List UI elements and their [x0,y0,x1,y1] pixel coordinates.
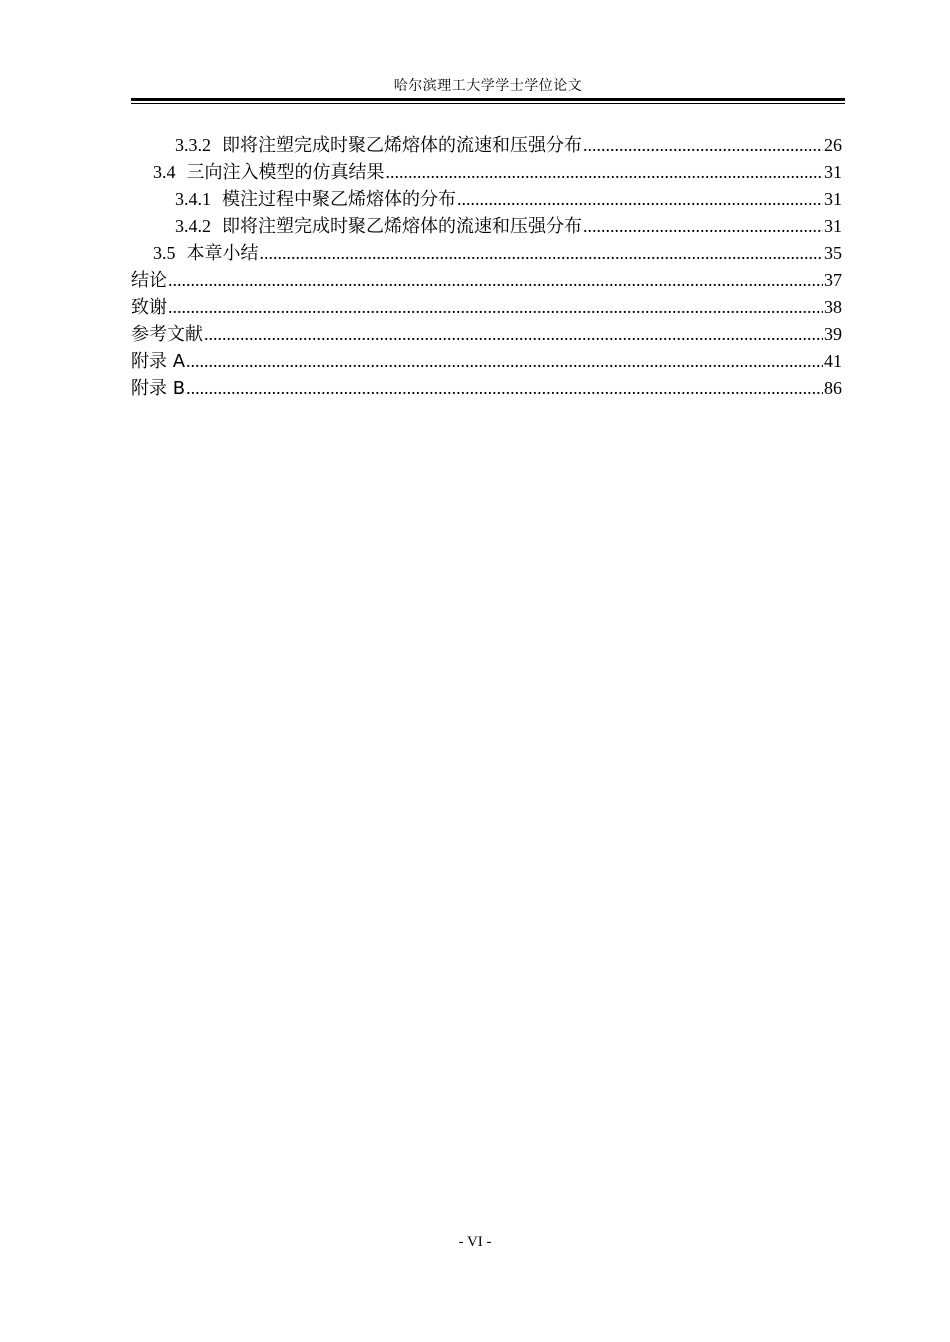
toc-entry[interactable] [131,159,842,186]
toc-entry-title: 参考文献 [131,324,203,345]
toc-entry-title: 致谢 [131,297,167,318]
header-rule-thick [131,98,845,101]
toc-entry[interactable] [131,132,842,159]
toc-entry-number: 3.4 [153,162,176,182]
toc-entry[interactable] [131,294,842,321]
toc-dot-leader [186,348,823,375]
toc-entry[interactable] [131,321,842,348]
toc-entry-page: 26 [824,135,842,155]
toc-entry-label [175,132,582,159]
toc-entry-number: 3.4.1 [175,189,211,209]
toc-entry[interactable] [131,186,842,213]
toc-entry-page: 31 [824,162,842,182]
toc-entry-page: 41 [824,351,842,371]
toc-entry-title: 三向注入模型的仿真结果 [186,162,385,182]
toc-entry-page: 31 [824,216,842,236]
toc-entry-title: 即将注塑完成时聚乙烯熔体的流速和压强分布 [222,216,582,236]
toc-entry-label [153,159,385,186]
toc-entry-page: 38 [824,297,842,317]
toc-entry[interactable] [131,240,842,267]
toc-entry-label [131,348,185,375]
toc-entry-number: 3.3.2 [175,135,211,155]
toc-entry-title: 结论 [131,270,167,291]
toc-entry-title: 附录 B [131,378,186,399]
toc-entry-page: 39 [824,324,842,344]
toc-dot-leader [168,267,823,294]
toc-entry-title: 附录 A [131,351,186,372]
toc-dot-leader [583,132,823,159]
toc-dot-leader [168,294,823,321]
page-number: - VI - [458,1234,492,1250]
toc-entry-number: 3.5 [153,243,176,263]
toc-entry-page: 31 [824,189,842,209]
toc-entry-page: 35 [824,243,842,263]
toc-dot-leader [260,240,824,267]
toc-entry[interactable] [131,213,842,240]
toc-entry-number: 3.4.2 [175,216,211,236]
toc-entry-title: 即将注塑完成时聚乙烯熔体的流速和压强分布 [222,135,582,155]
page-header-title: 哈尔滨理工大学学士学位论文 [393,79,583,94]
toc-entry[interactable] [131,348,842,375]
toc-entry-label [131,267,167,294]
toc-entry-page: 37 [824,270,842,290]
toc-entry-label [175,213,582,240]
table-of-contents [131,132,842,402]
toc-entry-label [131,321,203,348]
toc-entry-title: 本章小结 [186,243,259,263]
toc-entry-label [153,240,259,267]
toc-dot-leader [386,159,824,186]
header-rule-thin [131,103,845,104]
toc-dot-leader [583,213,823,240]
toc-entry-label [131,294,167,321]
toc-entry-label [131,375,185,402]
toc-dot-leader [457,186,823,213]
toc-entry-title: 模注过程中聚乙烯熔体的分布 [222,189,456,209]
toc-entry[interactable] [131,375,842,402]
toc-entry-page: 86 [824,378,842,398]
toc-dot-leader [204,321,823,348]
toc-entry-label [175,186,456,213]
toc-entry[interactable] [131,267,842,294]
toc-dot-leader [186,375,823,402]
